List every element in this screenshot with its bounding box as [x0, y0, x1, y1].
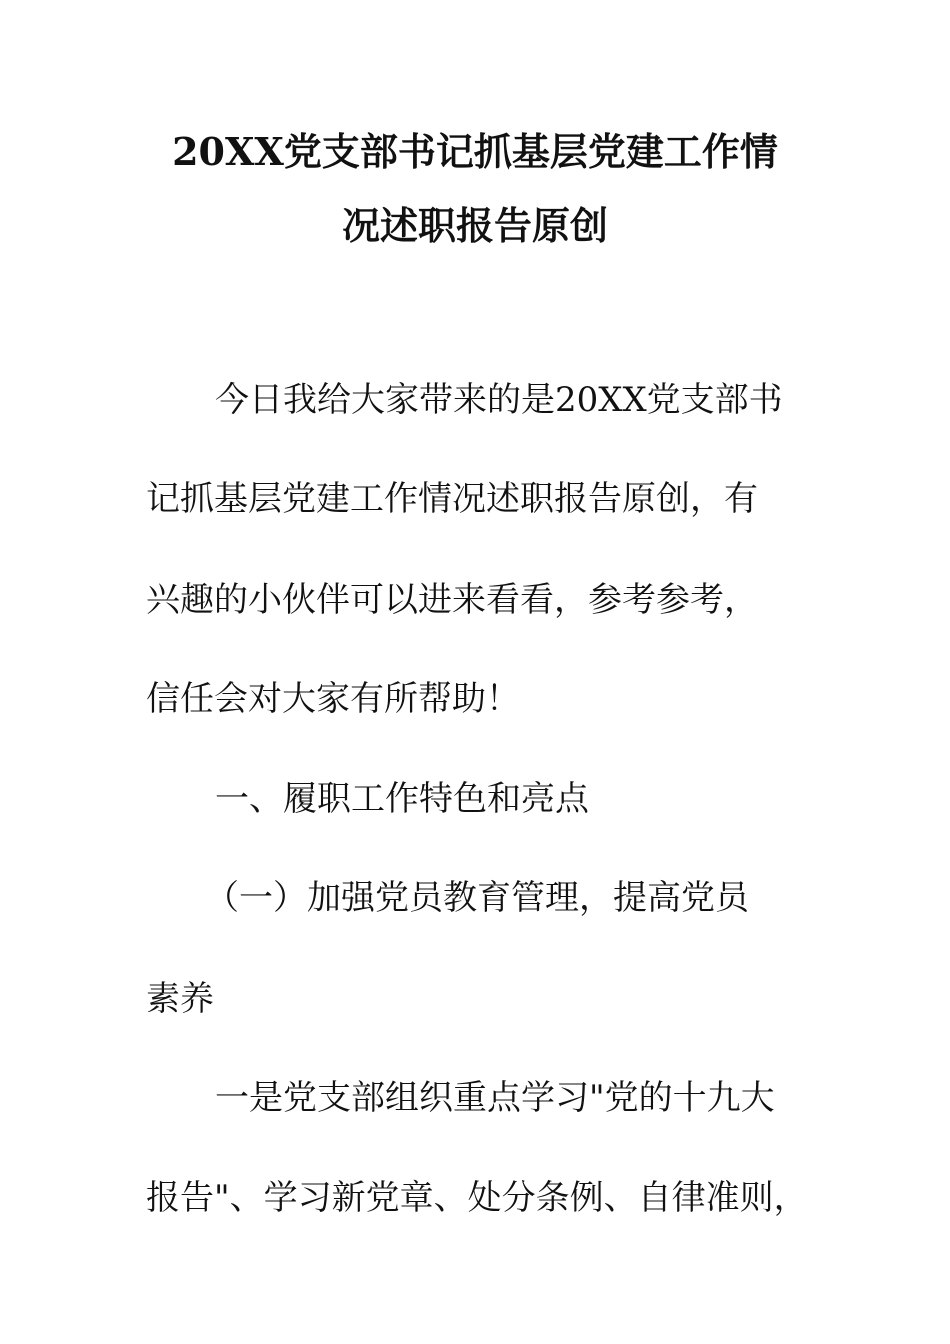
paragraph-line: 报告"、学习新党章、处分条例、自律准则， — [146, 1178, 808, 1218]
paragraph-line: 今日我给大家带来的是20XX党支部书 — [215, 380, 783, 420]
paragraph-line: 兴趣的小伙伴可以进来看看，参考参考， — [146, 580, 758, 620]
document-title-line-1: 20XX党支部书记抓基层党建工作情 — [172, 129, 778, 174]
section-heading: 一、履职工作特色和亮点 — [215, 779, 589, 819]
paragraph-line: 记抓基层党建工作情况述职报告原创，有 — [146, 479, 758, 519]
subsection-heading-line: （一）加强党员教育管理，提高党员 — [205, 878, 749, 918]
paragraph-line: 一是党支部组织重点学习"党的十九大 — [215, 1078, 775, 1118]
paragraph-line: 信任会对大家有所帮助！ — [146, 679, 520, 719]
document-title-line-2: 况述职报告原创 — [341, 203, 608, 248]
subsection-heading-line: 素养 — [146, 979, 214, 1019]
